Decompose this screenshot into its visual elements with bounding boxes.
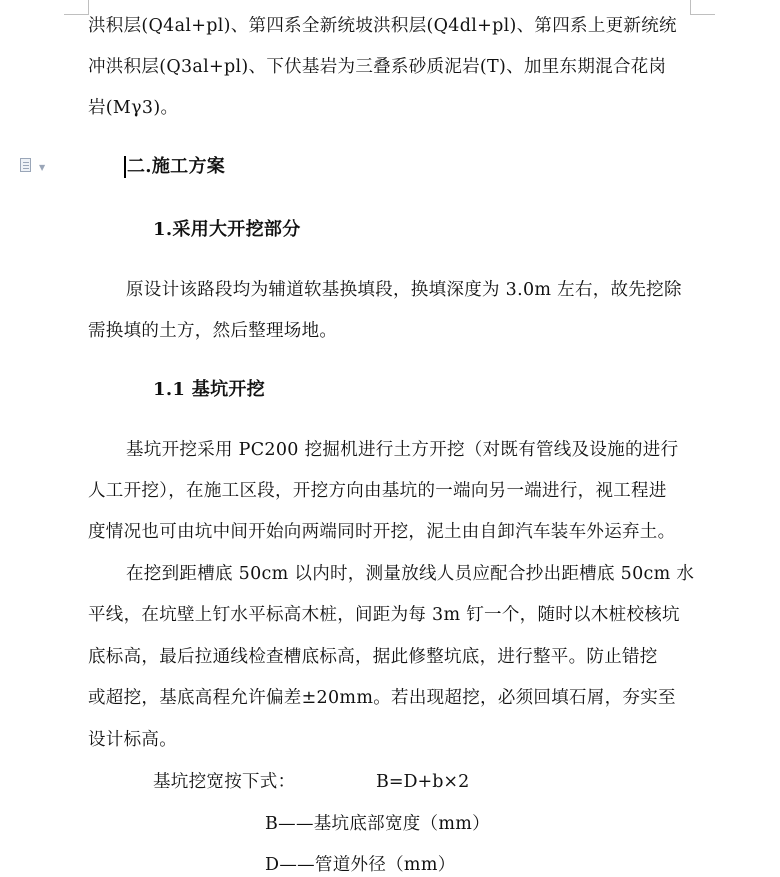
text-line: 底标高，最后拉通线检查槽底标高，据此修整坑底，进行整平。防止错挖	[88, 647, 658, 667]
section-heading: 二.施工方案	[127, 156, 226, 177]
paragraph-menu[interactable]	[20, 158, 46, 174]
text-line: 原设计该路段均为辅道软基换填段，换填深度为 3.0m 左右，故先挖除	[126, 280, 682, 300]
text-line: 设计标高。	[88, 730, 177, 750]
formula: B=D+b×2	[376, 772, 470, 792]
paragraph-doc-icon	[20, 158, 31, 172]
crop-mark-top-right	[690, 0, 715, 15]
text-line: 基坑开挖采用 PC200 挖掘机进行土方开挖（对既有管线及设施的进行	[126, 440, 679, 460]
text-line: 平线，在坑壁上钉水平标高木桩，间距为每 3m 钉一个，随时以木桩校核坑	[88, 605, 680, 625]
text-line: 在挖到距槽底 50cm 以内时，测量放线人员应配合抄出距槽底 50cm 水	[126, 564, 695, 584]
subheading: 1.1 基坑开挖	[153, 379, 265, 400]
formula-label: 基坑挖宽按下式：	[153, 772, 296, 792]
crop-mark-top-left	[64, 0, 89, 15]
text-line: 洪积层(Q4al+pl)、第四系全新统坡洪积层(Q4dl+pl)、第四系上更新统统	[88, 16, 677, 36]
text-line: 人工开挖），在施工区段，开挖方向由基坑的一端向另一端进行，视工程进	[88, 481, 667, 501]
text-line: 或超挖，基底高程允许偏差±20mm。若出现超挖，必须回填石屑，夯实至	[88, 688, 676, 708]
subheading: 1.采用大开挖部分	[153, 219, 301, 240]
definition-line: D——管道外径（mm）	[265, 855, 456, 875]
definition-line: B——基坑底部宽度（mm）	[265, 814, 490, 834]
chevron-down-icon: ▼	[39, 163, 46, 172]
text-line: 需换填的土方，然后整理场地。	[88, 321, 338, 341]
text-line: 岩(Mγ3)。	[88, 98, 179, 118]
text-line: 度情况也可由坑中间开始向两端同时开挖，泥土由自卸汽车装车外运弃土。	[88, 522, 676, 542]
text-cursor	[124, 156, 126, 178]
text-line: 冲洪积层(Q3al+pl)、下伏基岩为三叠系砂质泥岩(T)、加里东期混合花岗	[88, 57, 667, 77]
